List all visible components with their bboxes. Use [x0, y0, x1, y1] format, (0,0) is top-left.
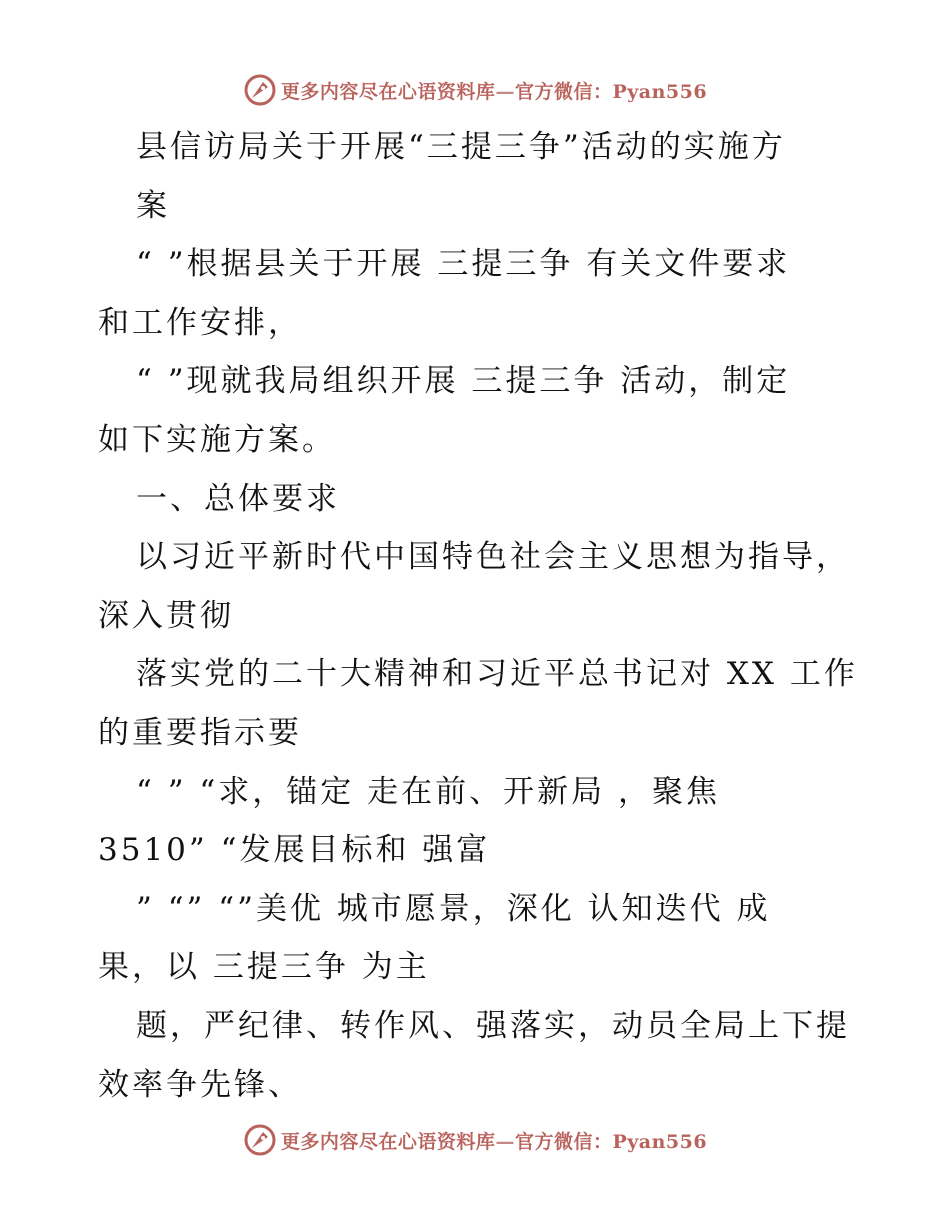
paragraph-line: “ ”根据县关于开展 三提三争 有关文件要求 [136, 246, 791, 283]
paragraph-line: ” “” “”美优 城市愿景，深化 认知迭代 成 [136, 890, 771, 927]
paragraph-line: 果，以 三提三争 为主 [98, 949, 430, 986]
paragraph-line: “ ”现就我局组织开展 三提三争 活动，制定 [136, 363, 791, 400]
paragraph-line: 3510” “发展目标和 强富 [98, 832, 491, 869]
watermark-text: 更多内容尽在心语资料库—官方微信：Pyan556 [280, 1130, 708, 1153]
paragraph-line: 题，严纪律、转作风、强落实，动员全局上下提 [136, 1007, 850, 1044]
watermark-banner-top [0, 70, 950, 110]
section-heading: 一、总体要求 [136, 480, 340, 517]
paragraph-line: 如下实施方案。 [98, 421, 336, 458]
pen-nib-logo-icon [243, 1123, 277, 1157]
title-line-1: 县信访局关于开展“三提三争”活动的实施方 [136, 129, 786, 165]
pen-nib-logo-icon [243, 73, 277, 107]
paragraph-line: 和工作安排， [98, 304, 302, 341]
paragraph-line: 以习近平新时代中国特色社会主义思想为指导， [136, 539, 850, 576]
paragraph-line: 的重要指示要 [98, 714, 302, 751]
paragraph-line: “ ” “求，锚定 走在前、开新局 ，聚焦 [136, 773, 720, 810]
watermark-text: 更多内容尽在心语资料库—官方微信：Pyan556 [280, 80, 708, 103]
paragraph-line: 深入贯彻 [98, 597, 234, 634]
watermark-banner-bottom [0, 1120, 950, 1160]
title-line-2: 案 [136, 187, 170, 224]
document-body [98, 118, 858, 1114]
paragraph-line: 落实党的二十大精神和习近平总书记对 XX 工作 [136, 656, 858, 693]
paragraph-line: 效率争先锋、 [98, 1066, 302, 1103]
